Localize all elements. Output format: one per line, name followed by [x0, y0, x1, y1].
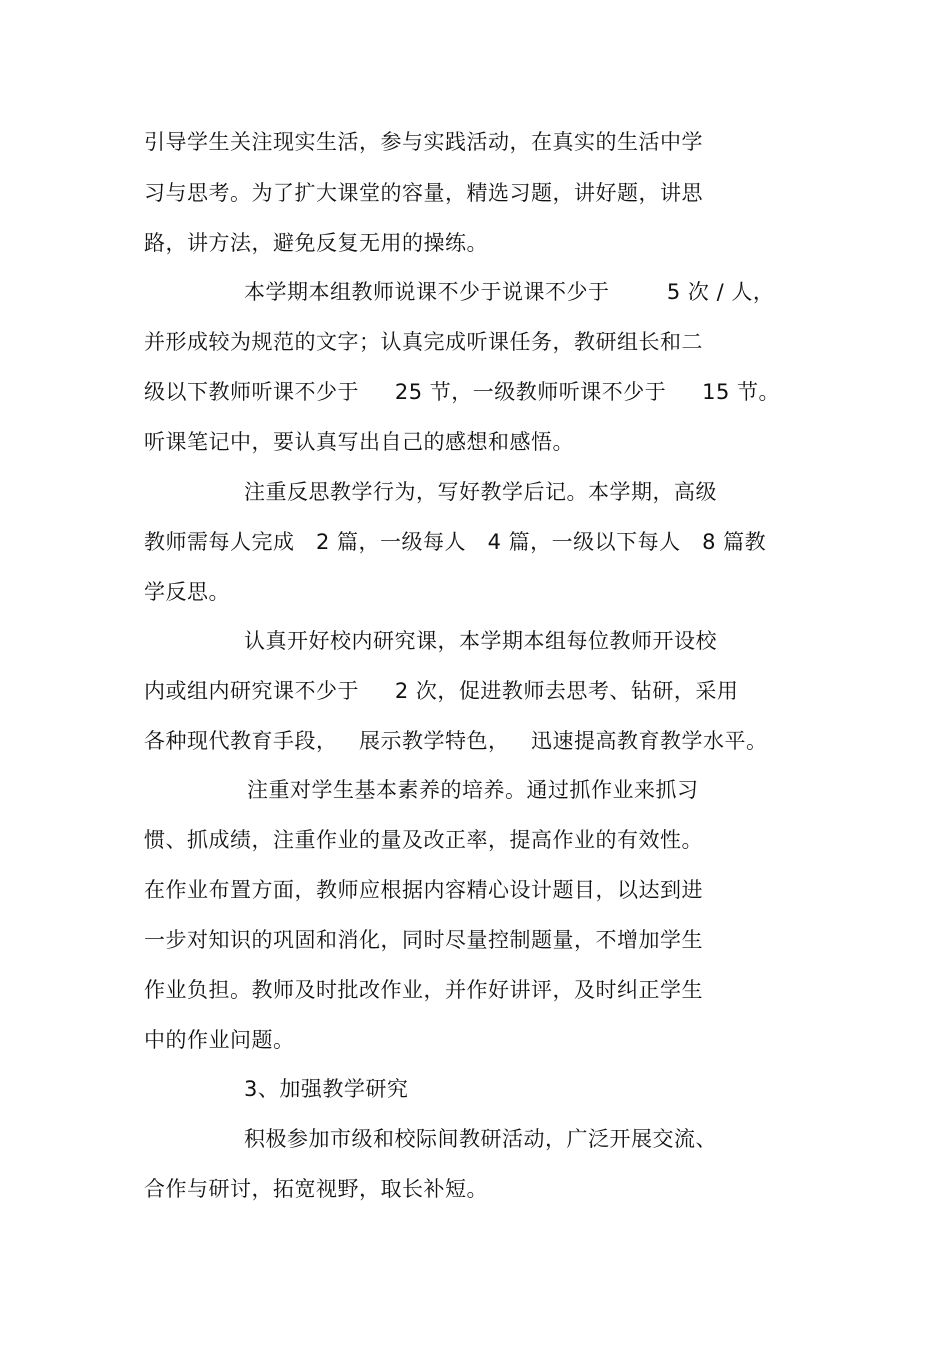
- text-line: 内或组内研究课不少于 2 次，促进教师去思考、钻研，采用: [144, 679, 739, 703]
- text-line: 习与思考。为了扩大课堂的容量，精选习题，讲好题，讲思: [144, 181, 703, 205]
- text-line: 学反思。: [144, 580, 230, 604]
- paragraph-start-line: 本学期本组教师说课不少于说课不少于 5 次 / 人，: [244, 280, 775, 304]
- text-line: 教师需每人完成 2 篇，一级每人 4 篇，一级以下每人 8 篇教: [144, 530, 767, 554]
- text-line: 作业负担。教师及时批改作业，并作好讲评，及时纠正学生: [144, 978, 703, 1002]
- paragraph-start-line: 积极参加市级和校际间教研活动，广泛开展交流、: [244, 1127, 717, 1151]
- paragraph-start-line: 注重反思教学行为，写好教学后记。本学期，高级: [244, 480, 717, 504]
- text-line: 引导学生关注现实生活，参与实践活动，在真实的生活中学: [144, 130, 703, 154]
- text-line: 并形成较为规范的文字；认真完成听课任务，教研组长和二: [144, 330, 703, 354]
- paragraph-start-line: 认真开好校内研究课，本学期本组每位教师开设校: [244, 629, 717, 653]
- text-line: 中的作业问题。: [144, 1028, 295, 1052]
- text-line: 级以下教师听课不少于 25 节，一级教师听课不少于 15 节。: [144, 380, 781, 404]
- text-line: 各种现代教育手段， 展示教学特色， 迅速提高教育教学水平。: [144, 729, 768, 753]
- paragraph-start-line: 注重对学生基本素养的培养。通过抓作业来抓习: [247, 778, 699, 802]
- text-line: 听课笔记中，要认真写出自己的感想和感悟。: [144, 430, 574, 454]
- text-line: 惯、抓成绩，注重作业的量及改正率，提高作业的有效性。: [144, 828, 703, 852]
- text-line: 路，讲方法，避免反复无用的操练。: [144, 231, 488, 255]
- text-line: 在作业布置方面，教师应根据内容精心设计题目，以达到进: [144, 878, 703, 902]
- text-line: 一步对知识的巩固和消化，同时尽量控制题量，不增加学生: [144, 928, 703, 952]
- text-line: 合作与研讨，拓宽视野，取长补短。: [144, 1177, 488, 1201]
- section-heading: 3、加强教学研究: [244, 1077, 409, 1101]
